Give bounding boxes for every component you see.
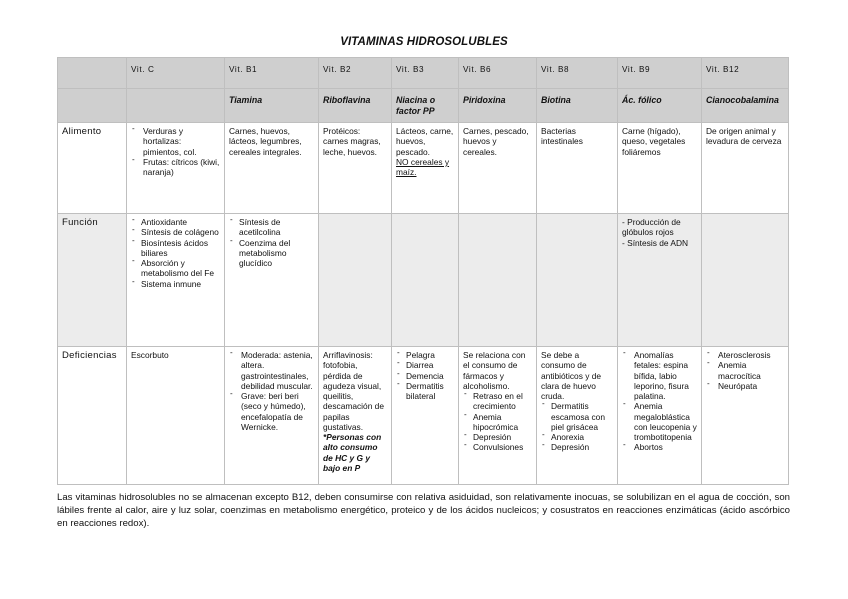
alimento-b3-text: Lácteos, carne, huevos, pescado. — [396, 126, 454, 157]
deficiencias-vit-b1 — [225, 347, 319, 485]
funcion-vit-b3 — [392, 214, 459, 347]
deficiencias-b2-text: Arriflavinosis: fotofobia, pérdida de agudeza visual, queilitis, descamación de papilas gustativas. — [323, 350, 384, 432]
list-item: - Síntesis de acetilcolina — [229, 217, 314, 238]
funcion-vit-c — [127, 214, 225, 347]
list-item: - Anomalías fetales: espina bífida, labio leporino, fisura palatina. — [622, 350, 697, 401]
deficiencias-vit-b12 — [702, 347, 789, 485]
deficiencias-b2-note: *Personas con alto consumo de HC y G y bajo en P — [323, 432, 382, 473]
header-vit-b1: Vit. B1 — [225, 58, 319, 89]
header-vit-b9: Vit. B9 — [618, 58, 702, 89]
alimento-vit-b3 — [392, 123, 459, 214]
list-item: - Convulsiones — [463, 442, 532, 452]
header-vit-b6: Vit. B6 — [459, 58, 537, 89]
header-row-codes — [58, 58, 789, 89]
name-vit-b3: Niacina o factor PP — [392, 89, 459, 123]
funcion-vit-b2 — [319, 214, 392, 347]
list-item: - Depresión — [541, 442, 613, 452]
alimento-vit-b8: Bacterias intestinales — [537, 123, 618, 214]
funcion-vit-b12 — [702, 214, 789, 347]
row-label-funcion: Función — [58, 214, 127, 347]
alimento-vit-b12: De origen animal y levadura de cerveza — [702, 123, 789, 214]
list-item: - Verduras y hortalizas: pimientos, col. — [131, 126, 220, 157]
deficiencias-vit-b6 — [459, 347, 537, 485]
list-item: - Síntesis de ADN — [622, 237, 689, 248]
header-vit-b3: Vit. B3 — [392, 58, 459, 89]
list-item: - Diarrea — [396, 360, 454, 370]
name-vit-b2: Riboflavina — [319, 89, 392, 123]
deficiencias-vit-b3 — [392, 347, 459, 485]
row-funcion — [58, 214, 789, 347]
deficiencias-vit-b2 — [319, 347, 392, 485]
deficiencias-vit-c: Escorbuto — [127, 347, 225, 485]
name-vit-c — [127, 89, 225, 123]
name-vit-b12: Cianocobalamina — [702, 89, 789, 123]
list-item: - Dermatitis escamosa con piel grisácea — [541, 401, 613, 432]
header-corner — [58, 58, 127, 89]
header-vit-b2: Vit. B2 — [319, 58, 392, 89]
list-item: - Absorción y metabolismo del Fe — [131, 258, 220, 279]
funcion-vit-b1 — [225, 214, 319, 347]
list-item: - Aterosclerosis — [706, 350, 784, 360]
funcion-vit-b8 — [537, 214, 618, 347]
header-vit-b8: Vit. B8 — [537, 58, 618, 89]
deficiencias-b6-text: Se relaciona con el consumo de fármacos y alcoholismo. — [463, 350, 526, 391]
list-item: - Dermatitis bilateral — [396, 381, 454, 402]
list-item: - Pelagra — [396, 350, 454, 360]
alimento-vit-b1: Carnes, huevos, lácteos, legumbres, cereales integrales. — [225, 123, 319, 214]
name-vit-b9: Ác. fólico — [618, 89, 702, 123]
list-item: - Sistema inmune — [131, 279, 220, 289]
header-vit-b12: Vit. B12 — [702, 58, 789, 89]
list-item: - Retraso en el crecimiento — [463, 391, 532, 412]
list-item: - Antioxidante — [131, 217, 220, 227]
row-label-deficiencias: Deficiencias — [58, 347, 127, 485]
list-item: - Grave: beri beri (seco y húmedo), encefalopatía de Wernicke. — [229, 391, 314, 432]
list-item: - Frutas: cítricos (kiwi, naranja) — [131, 157, 220, 178]
deficiencias-vit-b8 — [537, 347, 618, 485]
list-item: - Demencia — [396, 371, 454, 381]
list-item: - Anorexia — [541, 432, 613, 442]
row-deficiencias — [58, 347, 789, 485]
alimento-vit-c — [127, 123, 225, 214]
list-item: - Anemia megaloblástica con leucopenia y trombotitopenia — [622, 401, 697, 442]
funcion-vit-b6 — [459, 214, 537, 347]
name-vit-b6: Piridoxina — [459, 89, 537, 123]
row-label-alimento: Alimento — [58, 123, 127, 214]
deficiencias-vit-b9 — [618, 347, 702, 485]
list-item: - Coenzima del metabolismo glucídico — [229, 238, 314, 269]
footnote-paragraph: Las vitaminas hidrosolubles no se almacenan excepto B12, deben consumirse con relativa asiduidad, son relativamente inocuas, se solubilizan en el agua de cocción, son lábiles frente al calor, aire y luz solar, coenzimas en metabolismo energético, proteico y de los ácidos nucleicos; y cosustratos en reacciones enzimáticas (ácido ascórbico en reacciones redox). — [57, 492, 790, 529]
name-vit-b8: Biotina — [537, 89, 618, 123]
funcion-vit-b9 — [618, 214, 702, 347]
list-item: - Síntesis de colágeno — [131, 227, 220, 237]
header-corner-2 — [58, 89, 127, 123]
list-item: - Neurópata — [706, 381, 784, 391]
page-title: VITAMINAS HIDROSOLUBLES — [340, 36, 508, 48]
name-vit-b1: Tiamina — [225, 89, 319, 123]
alimento-b3-underlined: NO cereales y maíz. — [396, 156, 450, 177]
list-item: - Moderada: astenia, altera. gastrointestinales, debilidad muscular. — [229, 350, 314, 391]
list-item: - Abortos — [622, 442, 697, 452]
deficiencias-b8-text: Se debe a consumo de antibióticos y de clara de huevo cruda. — [541, 350, 602, 401]
alimento-vit-b2: Protéicos: carnes magras, leche, huevos. — [319, 123, 392, 214]
list-item: - Producción de glóbulos rojos — [622, 217, 681, 238]
list-item: - Biosíntesis ácidos biliares — [131, 238, 220, 259]
alimento-vit-b6: Carnes, pescado, huevos y cereales. — [459, 123, 537, 214]
header-row-names — [58, 89, 789, 123]
list-item: - Anemia hipocrómica — [463, 412, 532, 433]
header-vit-c: Vit. C — [127, 58, 225, 89]
list-item: - Anemia macrocítica — [706, 360, 784, 381]
row-alimento — [58, 123, 789, 214]
vitamins-table — [57, 57, 789, 485]
list-item: - Depresión — [463, 432, 532, 442]
alimento-vit-b9: Carne (hígado), queso, vegetales foliáremos — [618, 123, 702, 214]
